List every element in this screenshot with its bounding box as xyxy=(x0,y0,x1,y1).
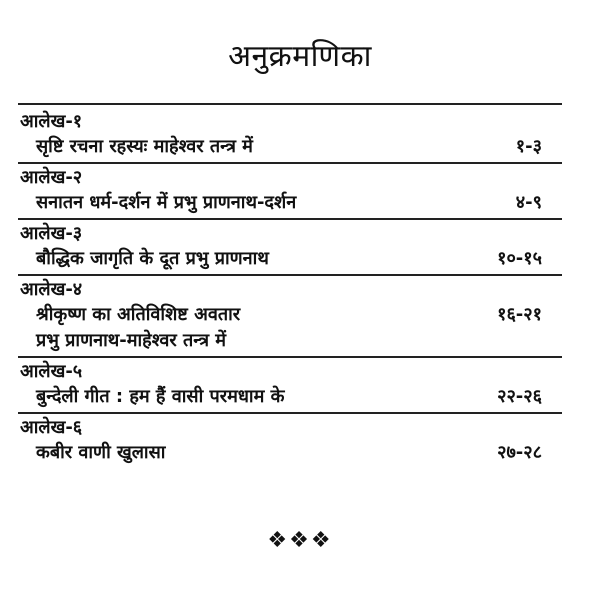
toc-entry-pages: ४-९ xyxy=(515,192,542,213)
toc-entry xyxy=(18,278,562,354)
toc-entry-row xyxy=(18,440,562,466)
toc-entry-row xyxy=(18,134,562,160)
toc-entry-title: श्रीकृष्ण का अतिविशिष्ट अवतार xyxy=(36,304,241,325)
toc-entry-title: बौद्धिक जागृति के दूत प्रभु प्राणनाथ xyxy=(36,248,269,269)
toc-entry-label: आलेख-६ xyxy=(20,417,83,438)
toc-entry xyxy=(18,222,562,272)
toc-entry-title: बुन्देली गीत : हम हैं वासी परमधाम के xyxy=(36,386,285,407)
toc-entry-pages: २२-२६ xyxy=(497,386,542,407)
entry-divider xyxy=(18,218,562,220)
entry-divider xyxy=(18,162,562,164)
toc-entry-label: आलेख-२ xyxy=(20,167,83,188)
toc-entry-row xyxy=(18,384,562,410)
toc-entry xyxy=(18,416,562,466)
toc-entry-label: आलेख-५ xyxy=(20,361,83,382)
toc-entry-title: सृष्टि रचना रहस्यः माहेश्वर तन्त्र में xyxy=(36,136,253,157)
toc-entry-row-continued xyxy=(18,328,562,354)
toc-entry-pages: १०-१५ xyxy=(497,248,542,269)
toc-entry-title-line2: प्रभु प्राणनाथ-माहेश्वर तन्त्र में xyxy=(36,330,227,351)
page-title: अनुक्रमणिका xyxy=(228,39,372,74)
entry-divider xyxy=(18,412,562,414)
toc-entry xyxy=(18,110,562,160)
top-divider xyxy=(18,103,562,105)
toc-entry-row xyxy=(18,302,562,328)
entry-divider xyxy=(18,356,562,358)
toc-entry-pages: २७-२८ xyxy=(497,442,542,463)
toc-entry-title: सनातन धर्म-दर्शन में प्रभु प्राणनाथ-दर्शन xyxy=(36,192,297,213)
toc-entry-row xyxy=(18,246,562,272)
toc-entry-pages: १-३ xyxy=(515,136,542,157)
toc-entry-label: आलेख-१ xyxy=(20,111,83,132)
toc-list xyxy=(18,110,562,466)
toc-entry-title: कबीर वाणी खुलासा xyxy=(36,442,166,463)
entry-divider xyxy=(18,274,562,276)
toc-entry-label: आलेख-३ xyxy=(20,223,83,244)
toc-entry-row xyxy=(18,190,562,216)
toc-entry xyxy=(18,360,562,410)
ornament-divider: ❖❖❖ xyxy=(267,528,333,553)
toc-entry-label: आलेख-४ xyxy=(20,279,83,300)
toc-entry-pages: १६-२१ xyxy=(497,304,542,325)
toc-entry xyxy=(18,166,562,216)
